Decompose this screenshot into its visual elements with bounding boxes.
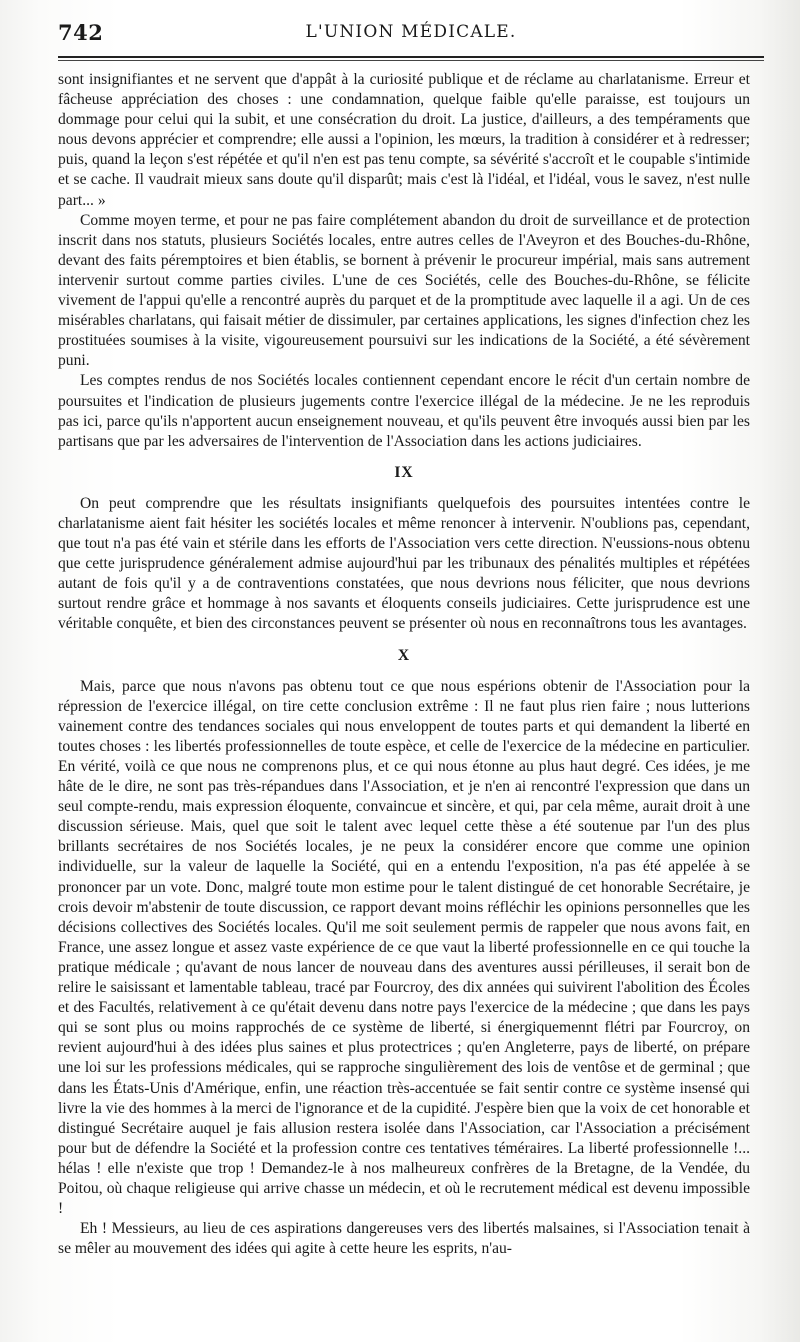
article-body bbox=[58, 70, 750, 1259]
section-heading-x: X bbox=[397, 646, 411, 664]
page-header bbox=[58, 20, 764, 52]
paragraph: Comme moyen terme, et pour ne pas faire complétement abandon du droit de surveillance et de protection inscrit dans nos statuts, plusieurs Sociétés locales, entre autres celles de l'Aveyron et des Bouches-du-Rhône, devant des faits péremptoires et bien établis, se bornent à prévenir le procureur impérial, mais sans autrement intervenir surtout comme parties civiles. L'une de ces Sociétés, celle des Bouches-du-Rhône, se félicite vivement de l'appui qu'elle a rencontré auprès du parquet et de la promptitude avec laquelle il a agi. Un de ces misérables charlatans, qui faisait métier de dissimuler, par certaines applications, les signes d'infection chez les prostituées soumises à la visite, vigoureusement poursuivi sur les indications de la Société, a été sévèrement puni. bbox=[58, 211, 750, 370]
paragraph: On peut comprendre que les résultats insignifiants quelquefois des poursuites intentées contre le charlatanisme aient fait hésiter les sociétés locales et même renoncer à intervenir. N'oublions pas, cependant, que tout n'a pas été vain et stérile dans les efforts de l'Association vers cette direction. N'eussions-nous obtenu que cette jurisprudence généralement admise aujourd'hui par les tribunaux des pénalités multiples et répétées autant de fois qu'il y a de contraventions constatées, que nous devrions nous féliciter, que nous devrions surtout rendre grâce et hommage à nos savants et éloquents conseils judiciaires. Cette jurisprudence est une véritable conquête, et bien des circonstances peuvent se présenter où nous en reconnaîtrons tous les avantages. bbox=[58, 494, 750, 633]
paragraph: Les comptes rendus de nos Sociétés locales contiennent cependant encore le récit d'un certain nombre de poursuites et l'indication de plusieurs jugements contre l'exercice illégal de la médecine. Je ne les reproduis pas ici, parce qu'ils n'apportent aucun enseignement nouveau, et qu'ils peuvent être invoqués aussi bien par les partisans que par les adversaires de l'intervention de l'Association dans les actions judiciaires. bbox=[58, 372, 750, 450]
section-heading-ix: IX bbox=[394, 463, 414, 481]
paragraph-continued: sont insignifiantes et ne servent que d'appât à la curiosité publique et de réclame au charlatanisme. Erreur et fâcheuse appréciation des choses : une condamnation, quelque faible qu'elle paraisse, est toujours un dommage pour celui qui la subit, et une consécration du droit. La justice, d'ailleurs, a des tempéraments que nous devons apprécier et comprendre; elle aussi a l'opinion, les mœurs, la tradition à considérer et à redresser; puis, quand la leçon s'est répétée et qu'il n'en est pas tenu compte, sa sévérité s'accroît et le coupable s'intimide et se cache. Il vaudrait mieux sans doute qu'il disparût; mais c'est là l'idéal, et l'idéal, vous le savez, n'est nulle part... » bbox=[58, 71, 750, 209]
page-number: 742 bbox=[58, 20, 104, 45]
paragraph: Mais, parce que nous n'avons pas obtenu tout ce que nous espérions obtenir de l'Association pour la répression de l'exercice illégal, on tire cette conclusion extrême : Il ne faut plus rien faire ; nous lutterions vainement contre des tendances sociales qui nous enveloppent de toutes parts et qui demandent la liberté en toutes choses : les libertés professionnelles de toute espèce, et celle de l'exercice de la médecine en particulier. En vérité, voilà ce que nous ne comprenons plus, et ce qui nous étonne au plus haut degré. Ces idées, je me hâte de le dire, ne sont pas très-répandues dans l'Association, et je n'en ai rencontré l'expression que dans un seul compte-rendu, mais expression éloquente, convaincue et sincère, et qui, par cela même, aurait droit à une discussion sérieuse. Mais, quel que soit le talent avec lequel cette thèse a été soutenue par l'un des plus brillants secrétaires de nos Sociétés locales, je ne peux la considérer encore que comme une opinion individuelle, sur la valeur de laquelle la Société, qui en a entendu l'exposition, n'a pas été appelée à se prononcer par un vote. Donc, malgré toute mon estime pour le talent distingué de cet honorable Secrétaire, je crois devoir m'abstenir de toute discussion, ce rapport devant moins réfléchir les opinions personnelles que les décisions collectives des Sociétés locales. Qu'il me soit seulement permis de rappeler que nous avons fait, en France, une assez longue et assez vaste expérience de ce que vaut la liberté professionnelle en ce qui touche la pratique médicale ; qu'avant de nous lancer de nouveau dans des aventures aussi périlleuses, il serait bon de relire le saisissant et lamentable tableau, tracé par Fourcroy, des dix années qui suivirent l'abolition des Écoles et des Facultés, relativement à ce qu'était devenu dans notre pays l'exercice de la médecine ; que dans les pays qui se sont plus ou moins rapprochés de ce système de liberté, si énergiquemennt flétri par Fourcroy, on revient aujourd'hui à des idées plus saines et plus protectrices ; qu'en Angleterre, pays de liberté, on prépare une loi sur les professions médicales, qui se rapproche singulièrement des lois de ventôse et de germinal ; que dans les États-Unis d'Amérique, enfin, une réaction très-accentuée se fait sentir contre ce système insensé qui livre la vie des hommes à la merci de l'ignorance et de la cupidité. J'espère bien que la voix de cet honorable et distingué Secrétaire auquel je fais allusion restera isolée dans l'Association, car l'Association a précisément pour but de défendre la Société et la profession contre ces tentatives téméraires. La liberté professionnelle !... hélas ! elle n'existe que trop ! Demandez-le à nos malheureux confrères de la Bretagne, de la Vendée, du Poitou, où chaque religieuse qui arrive chasse un médecin, et où le recrutement médical est devenu impossible ! bbox=[58, 677, 750, 1218]
paragraph: Eh ! Messieurs, au lieu de ces aspirations dangereuses vers des libertés malsaines, si l'Association tenait à se mêler au mouvement des idées qui agite à cette heure les esprits, n'au- bbox=[58, 1220, 750, 1258]
running-title: L'UNION MÉDICALE. bbox=[305, 22, 517, 42]
header-rule-thin bbox=[58, 60, 764, 61]
header-rule bbox=[58, 56, 764, 58]
